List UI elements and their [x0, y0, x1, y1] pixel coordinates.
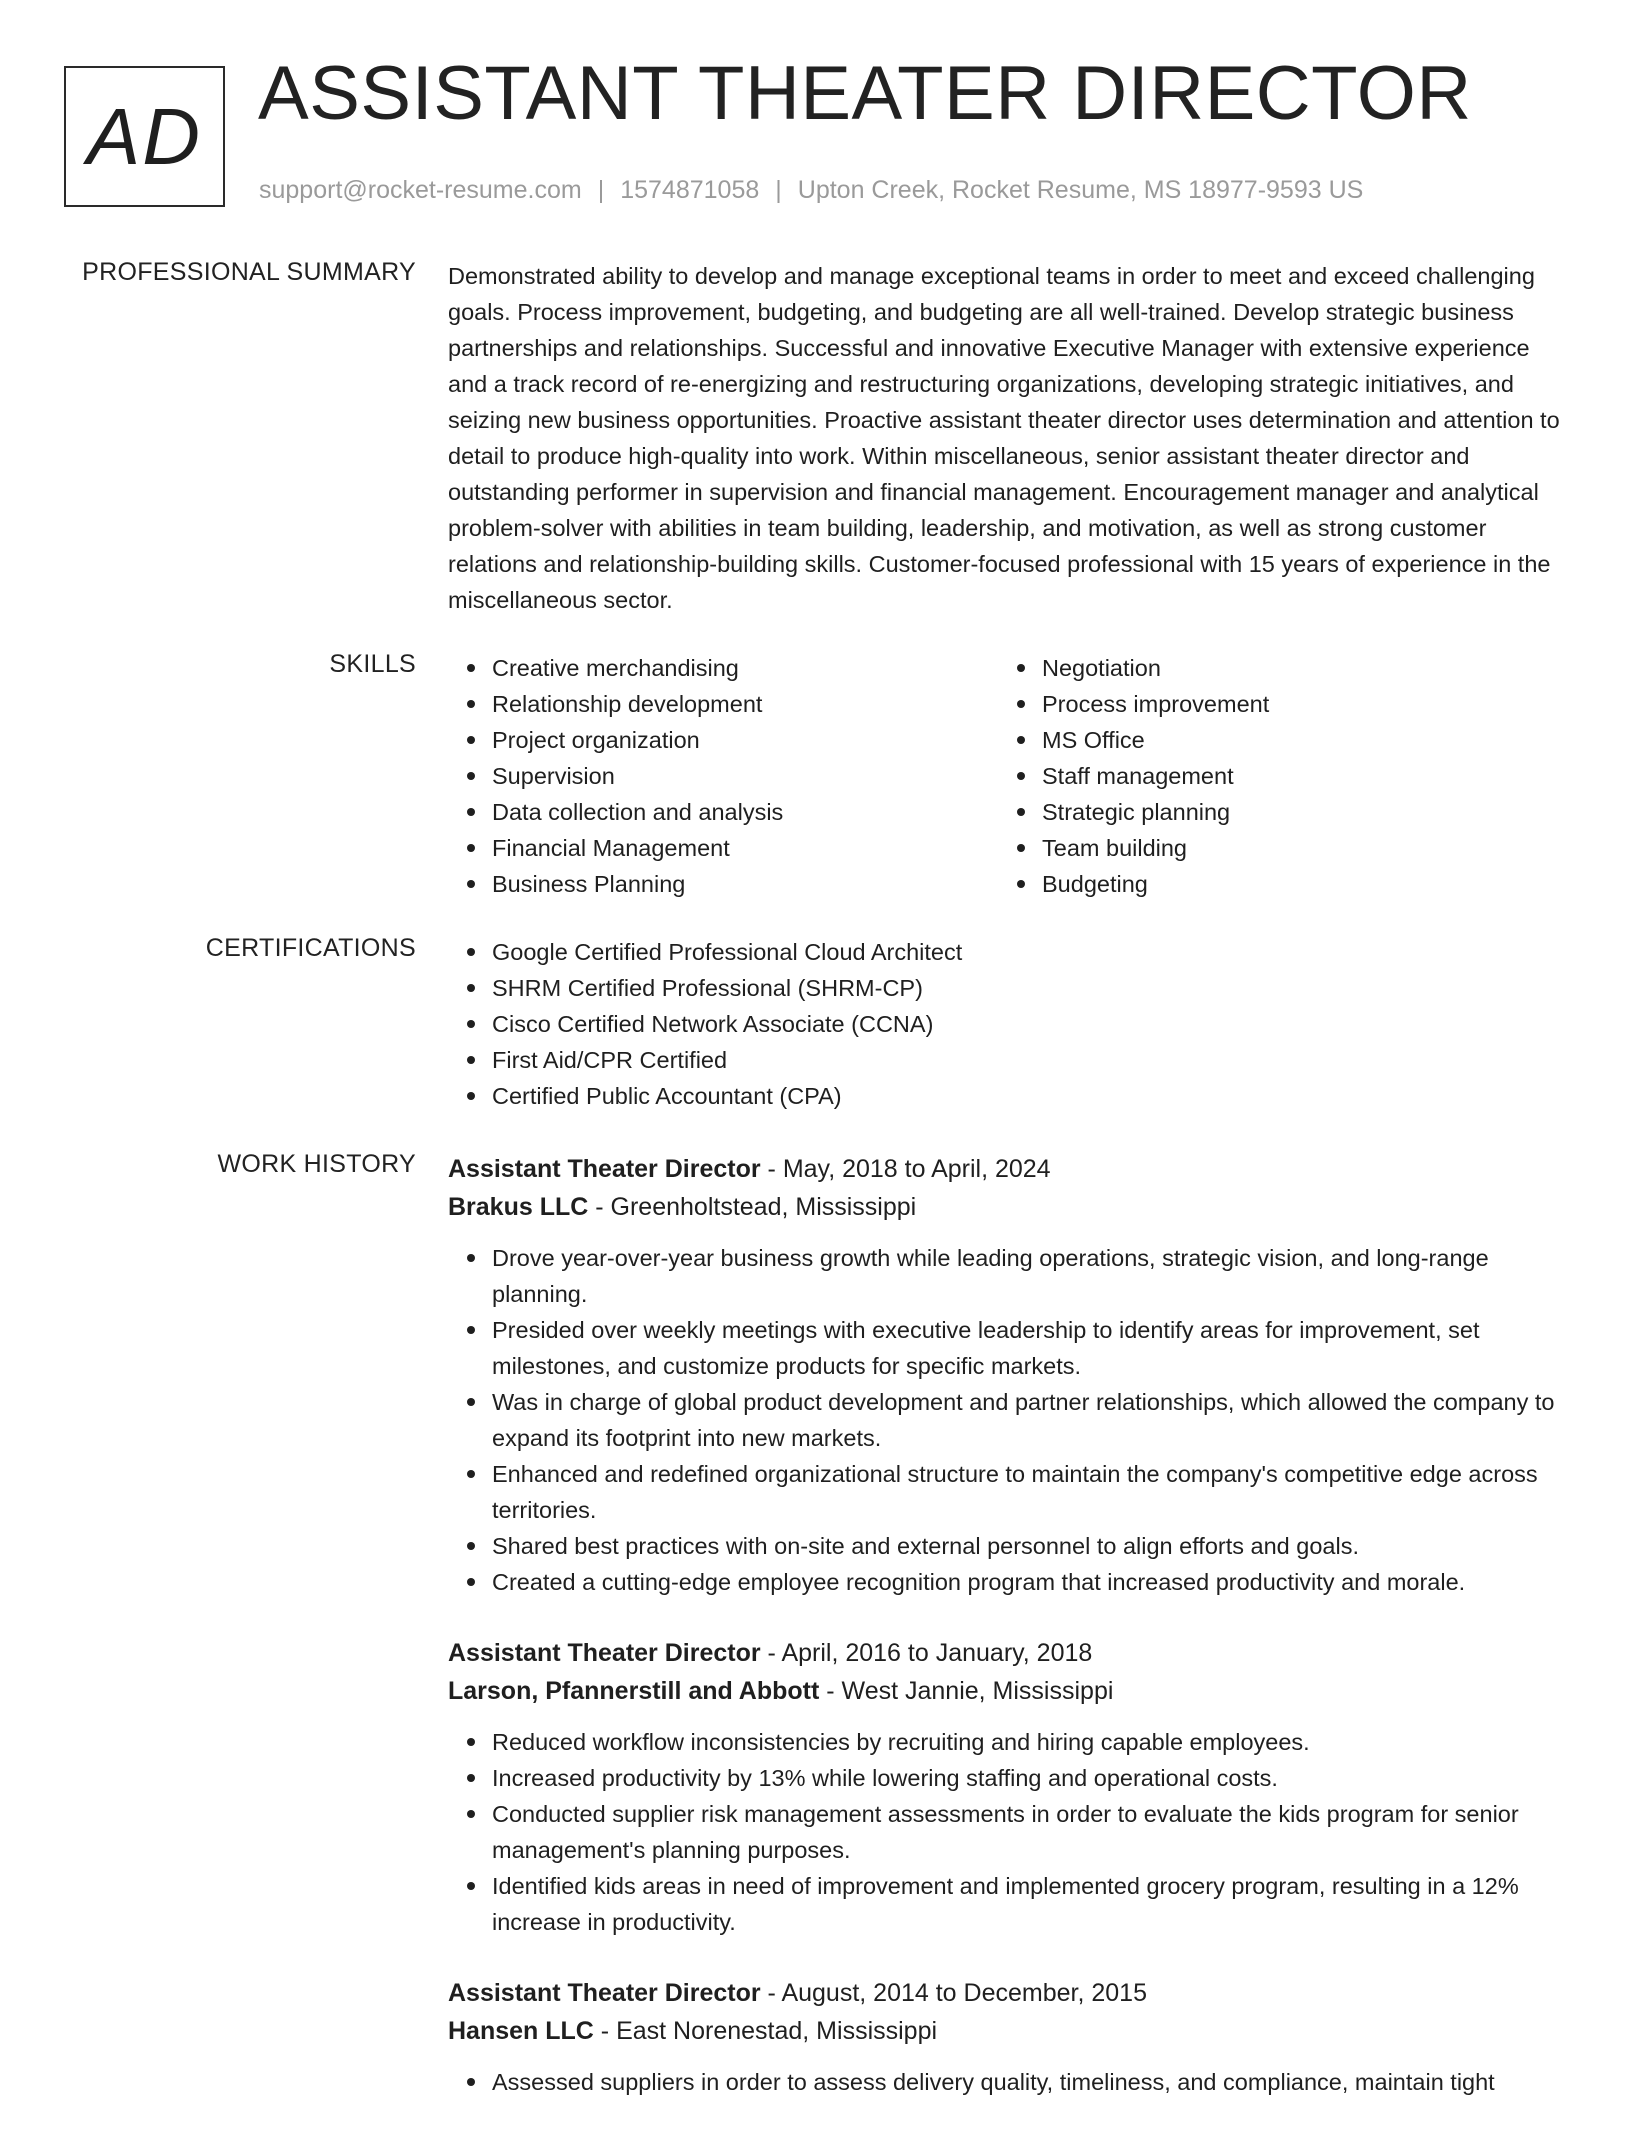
- certification-item: Cisco Certified Network Associate (CCNA): [492, 1006, 1568, 1042]
- skills-list-right: [998, 650, 1548, 902]
- job-company-line: [448, 1188, 1568, 1226]
- job-entry: [448, 1150, 1568, 1600]
- skill-item: Negotiation: [1042, 650, 1548, 686]
- summary-heading: PROFESSIONAL SUMMARY: [82, 258, 416, 286]
- summary-body: [448, 258, 1568, 618]
- skills-body: [448, 650, 1568, 902]
- skills-heading: SKILLS: [329, 650, 416, 678]
- job-duties-list: [448, 2064, 1568, 2100]
- work-history-heading: WORK HISTORY: [217, 1150, 416, 1178]
- job-company-line: [448, 1672, 1568, 1710]
- certifications-list: [448, 934, 1568, 1114]
- resume-name: ASSISTANT THEATER DIRECTOR: [258, 51, 1472, 136]
- job-duty-item: Enhanced and redefined organizational structure to maintain the company's competitive edge across territories.: [492, 1456, 1568, 1528]
- job-company: Larson, Pfannerstill and Abbott: [448, 1677, 820, 1705]
- job-role: Assistant Theater Director: [448, 1155, 761, 1183]
- skill-item: Strategic planning: [1042, 794, 1548, 830]
- work-history-body: [448, 1150, 1568, 2134]
- contact-separator: |: [597, 176, 605, 204]
- contact-phone[interactable]: 1574871058: [620, 176, 760, 204]
- job-company-line: [448, 2012, 1568, 2050]
- skill-item: Project organization: [492, 722, 998, 758]
- skill-item: Business Planning: [492, 866, 998, 902]
- job-location: - East Norenestad, Mississippi: [593, 2017, 938, 2045]
- job-duty-item: Drove year-over-year business growth while leading operations, strategic vision, and long-range planning.: [492, 1240, 1568, 1312]
- job-duty-item: Identified kids areas in need of improvement and implemented grocery program, resulting in a 12% increase in productivity.: [492, 1868, 1568, 1940]
- skill-item: Supervision: [492, 758, 998, 794]
- certification-item: Google Certified Professional Cloud Architect: [492, 934, 1568, 970]
- job-duty-item: Presided over weekly meetings with executive leadership to identify areas for improvement, set milestones, and customize products for specific markets.: [492, 1312, 1568, 1384]
- job-dates: - April, 2016 to January, 2018: [760, 1639, 1093, 1667]
- job-role: Assistant Theater Director: [448, 1979, 761, 2007]
- skill-item: Budgeting: [1042, 866, 1548, 902]
- job-duty-item: Increased productivity by 13% while lowering staffing and operational costs.: [492, 1760, 1568, 1796]
- skills-column-left: [448, 650, 998, 902]
- contact-email[interactable]: support@rocket-resume.com: [259, 176, 582, 204]
- job-title-line: [448, 1150, 1568, 1188]
- job-location: - Greenholtstead, Mississippi: [588, 1193, 917, 1221]
- job-company: Hansen LLC: [448, 2017, 594, 2045]
- job-duties-list: [448, 1724, 1568, 1940]
- skills-grid: [448, 650, 1568, 902]
- job-duty-item: Was in charge of global product development and partner relationships, which allowed the company to expand its footprint into new markets.: [492, 1384, 1568, 1456]
- monogram-box: [64, 66, 225, 207]
- job-duty-item: Created a cutting-edge employee recognition program that increased productivity and morale.: [492, 1564, 1568, 1600]
- job-dates: - August, 2014 to December, 2015: [760, 1979, 1147, 2007]
- job-duty-item: Conducted supplier risk management assessments in order to evaluate the kids program for senior management's planning purposes.: [492, 1796, 1568, 1868]
- job-entry: [448, 1634, 1568, 1940]
- contact-address: Upton Creek, Rocket Resume, MS 18977-9593 US: [797, 176, 1364, 204]
- job-role: Assistant Theater Director: [448, 1639, 761, 1667]
- job-duty-item: Reduced workflow inconsistencies by recruiting and hiring capable employees.: [492, 1724, 1568, 1760]
- monogram-initials: AD: [86, 91, 203, 181]
- job-company: Brakus LLC: [448, 1193, 589, 1221]
- certifications-heading: CERTIFICATIONS: [205, 934, 416, 962]
- summary-text: Demonstrated ability to develop and manage exceptional teams in order to meet and exceed challenging goals. Process improvement, budgeting, and budgeting are all well-trained. Develop strategic business partnerships and relationships. Successful and innovative Executive Manager with extensive experience and a track record of re-energizing and restructuring organizations, developing strategic initiatives, and seizing new business opportunities. Proactive assistant theater director uses determination and attention to detail to produce high-quality into work. Within miscellaneous, senior assistant theater director and outstanding performer in supervision and financial management. Encouragement manager and analytical problem-solver with abilities in team building, leadership, and motivation, as well as strong customer relations and relationship-building skills. Customer-focused professional with 15 years of experience in the miscellaneous sector.: [448, 263, 1560, 613]
- certification-item: First Aid/CPR Certified: [492, 1042, 1568, 1078]
- skills-list-left: [448, 650, 998, 902]
- skill-item: Relationship development: [492, 686, 998, 722]
- skill-item: Data collection and analysis: [492, 794, 998, 830]
- skill-item: Creative merchandising: [492, 650, 998, 686]
- skill-item: MS Office: [1042, 722, 1548, 758]
- job-duty-item: Shared best practices with on-site and external personnel to align efforts and goals.: [492, 1528, 1568, 1564]
- skills-column-right: [998, 650, 1548, 902]
- job-title-line: [448, 1634, 1568, 1672]
- job-title-line: [448, 1974, 1568, 2012]
- skill-item: Staff management: [1042, 758, 1548, 794]
- job-location: - West Jannie, Mississippi: [819, 1677, 1114, 1705]
- skill-item: Team building: [1042, 830, 1548, 866]
- skill-item: Process improvement: [1042, 686, 1548, 722]
- job-duties-list: [448, 1240, 1568, 1600]
- certification-item: SHRM Certified Professional (SHRM-CP): [492, 970, 1568, 1006]
- contact-line: [259, 176, 1363, 205]
- certification-item: Certified Public Accountant (CPA): [492, 1078, 1568, 1114]
- job-entry: [448, 1974, 1568, 2100]
- job-dates: - May, 2018 to April, 2024: [760, 1155, 1051, 1183]
- skill-item: Financial Management: [492, 830, 998, 866]
- contact-separator: |: [775, 176, 782, 204]
- job-duty-item: Assessed suppliers in order to assess delivery quality, timeliness, and compliance, maintain tight: [492, 2064, 1568, 2100]
- certifications-body: [448, 934, 1568, 1114]
